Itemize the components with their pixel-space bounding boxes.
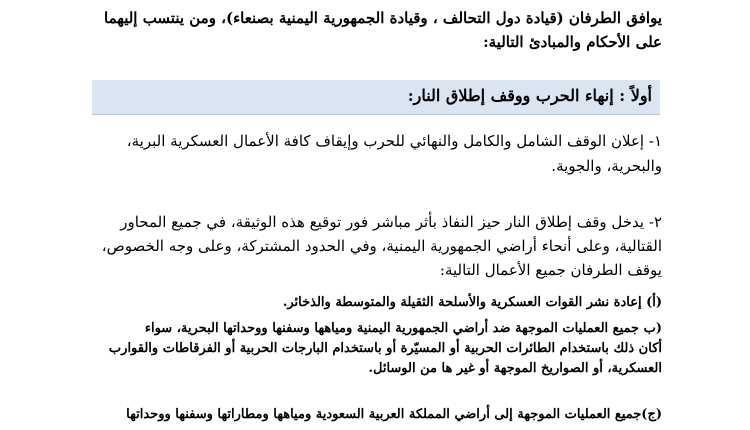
- list-item-a: [77, 293, 662, 313]
- section-heading-bar: [92, 80, 660, 115]
- list-item-a-text: (أ) إعادة نشر القوات العسكرية والأسلحة الثقيلة والمتوسطة والذخائر.: [282, 295, 662, 310]
- list-item-b-line-2: أكان ذلك باستخدام الطائرات الحربية أو المسيّرة أو باستخدام البارجات الحربية أو الفرقاطات والقوارب: [108, 341, 662, 356]
- intro-line-1: يوافق الطرفان (قيادة دول التحالف ، وقيادة الجمهورية اليمنية بصنعاء)، ومن ينتسب إليهما: [104, 9, 662, 27]
- list-item-b-line-1: (ب جميع العمليات الموجهة ضد أراضي الجمهورية اليمنية ومياهها وسفنها ووحداتها البحرية، سواء: [144, 321, 662, 336]
- section-heading: أولاً : إنهاء الحرب ووقف إطلاق النار:: [407, 86, 652, 105]
- intro-paragraph: [82, 6, 662, 54]
- list-item-b: [77, 319, 662, 379]
- list-item-c-line-1: (ج)جميع العمليات الموجهة إلى أراضي المملكة العربية السعودية ومياهها ومطاراتها وسفنها ووحداتها: [126, 407, 662, 422]
- paragraph-2-line-1: ٢- يدخل وقف إطلاق النار حيز النفاذ بأثر مباشر فور توقيع هذه الوثيقة، في جميع المحاور: [120, 213, 662, 231]
- paragraph-1: [82, 129, 662, 179]
- paragraph-2: [82, 210, 662, 282]
- paragraph-2-line-2: القتالية، وعلى أنحاء أراضي الجمهورية اليمنية، وفي الحدود المشتركة، وعلى وجه الخصوص،: [101, 237, 662, 255]
- list-item-c: [77, 405, 662, 425]
- paragraph-2-line-3: يوقف الطرفان جميع الأعمال التالية:: [439, 261, 662, 279]
- paragraph-1-line-1: ١- إعلان الوقف الشامل والكامل والنهائي للحرب وإيقاف كافة الأعمال العسكرية البرية،: [126, 132, 662, 150]
- intro-line-2: على الأحكام والمبادئ التالية:: [483, 33, 662, 51]
- paragraph-1-line-2: والبحرية، والجوية.: [551, 157, 662, 175]
- list-item-b-line-3: العسكرية، أو الصواريخ الموجهة أو غير ها من الوسائل.: [368, 361, 662, 376]
